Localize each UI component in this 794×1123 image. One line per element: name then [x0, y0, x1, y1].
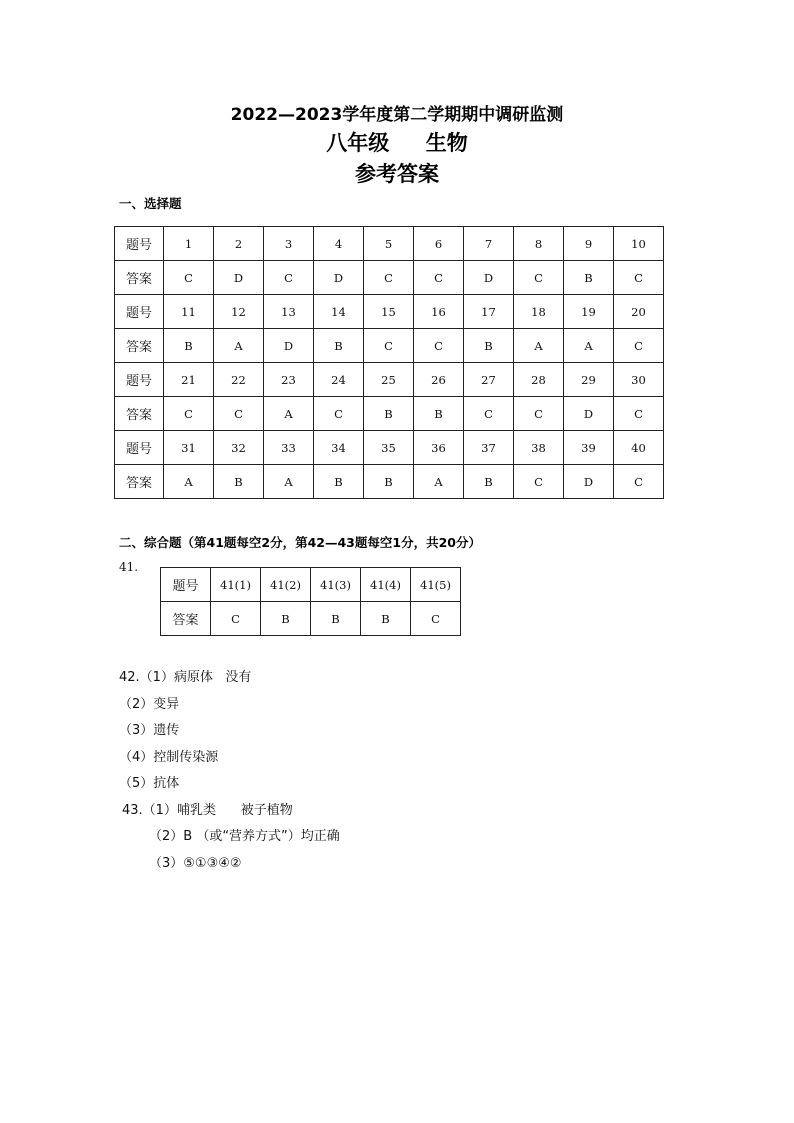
table-cell: C	[411, 602, 461, 636]
table-cell: 33	[264, 431, 314, 465]
table-cell: 1	[164, 227, 214, 261]
document-type: 参考答案	[355, 162, 439, 186]
table-cell: D	[564, 397, 614, 431]
table-cell: 23	[264, 363, 314, 397]
table-cell: 10	[614, 227, 664, 261]
table-row	[115, 431, 664, 465]
table-cell: B	[464, 465, 514, 499]
table-cell: 41(2)	[261, 568, 311, 602]
table-cell: 32	[214, 431, 264, 465]
table-cell: C	[614, 329, 664, 363]
table-cell: 19	[564, 295, 614, 329]
row-label-question: 题号	[161, 568, 211, 602]
table-cell: D	[464, 261, 514, 295]
row-label-answer: 答案	[161, 602, 211, 636]
table-cell: C	[364, 261, 414, 295]
table-cell: 15	[364, 295, 414, 329]
table-cell: B	[311, 602, 361, 636]
table-cell: B	[214, 465, 264, 499]
table-cell: 22	[214, 363, 264, 397]
table-cell: C	[464, 397, 514, 431]
table-cell: B	[464, 329, 514, 363]
table-cell: 36	[414, 431, 464, 465]
table-cell: C	[314, 397, 364, 431]
table-cell: 18	[514, 295, 564, 329]
table-cell: A	[264, 465, 314, 499]
q42-line-5: （5）抗体	[119, 776, 180, 791]
table-cell: 38	[514, 431, 564, 465]
table-cell: 12	[214, 295, 264, 329]
table-cell: 11	[164, 295, 214, 329]
table-cell: 34	[314, 431, 364, 465]
table-cell: 2	[214, 227, 264, 261]
table-cell: 30	[614, 363, 664, 397]
table-cell: C	[514, 465, 564, 499]
table-cell: D	[264, 329, 314, 363]
table-cell: B	[314, 329, 364, 363]
table-row	[115, 397, 664, 431]
table-cell: B	[364, 397, 414, 431]
table-cell: 28	[514, 363, 564, 397]
table-cell: B	[361, 602, 411, 636]
row-label-question: 题号	[115, 227, 164, 261]
table-row	[161, 568, 461, 602]
table-cell: C	[211, 602, 261, 636]
table-row	[115, 261, 664, 295]
table-cell: B	[564, 261, 614, 295]
row-label-answer: 答案	[115, 465, 164, 499]
table-cell: A	[414, 465, 464, 499]
row-label-question: 题号	[115, 363, 164, 397]
table-cell: C	[514, 261, 564, 295]
table-cell: 5	[364, 227, 414, 261]
table-cell: C	[514, 397, 564, 431]
table-cell: 29	[564, 363, 614, 397]
table-cell: A	[214, 329, 264, 363]
table-cell: 21	[164, 363, 214, 397]
table-cell: 35	[364, 431, 414, 465]
table-cell: 39	[564, 431, 614, 465]
table-cell: 7	[464, 227, 514, 261]
table-cell: 16	[414, 295, 464, 329]
table-cell: 41(4)	[361, 568, 411, 602]
table-cell: C	[414, 329, 464, 363]
table-cell: 37	[464, 431, 514, 465]
table-cell: A	[264, 397, 314, 431]
q43-line-3: （3）⑤①③④②	[149, 856, 242, 871]
table-cell: 13	[264, 295, 314, 329]
row-label-question: 题号	[115, 295, 164, 329]
q43-line-1: 43.（1）哺乳类 被子植物	[122, 803, 293, 818]
q42-line-3: （3）遗传	[119, 723, 180, 738]
page-title: 2022—2023学年度第二学期期中调研监测	[230, 105, 564, 125]
table-cell: 40	[614, 431, 664, 465]
table-cell: 41(5)	[411, 568, 461, 602]
grade-subject: 八年级 生物	[326, 131, 468, 155]
table-cell: 24	[314, 363, 364, 397]
table-cell: 25	[364, 363, 414, 397]
table-cell: 31	[164, 431, 214, 465]
table-cell: 6	[414, 227, 464, 261]
table-cell: 41(3)	[311, 568, 361, 602]
row-label-answer: 答案	[115, 397, 164, 431]
table-cell: B	[414, 397, 464, 431]
table-cell: 9	[564, 227, 614, 261]
row-label-question: 题号	[115, 431, 164, 465]
table-cell: 20	[614, 295, 664, 329]
question-41-label: 41.	[119, 560, 139, 574]
table-row	[115, 363, 664, 397]
table-cell: C	[414, 261, 464, 295]
table-row	[115, 295, 664, 329]
table-cell: C	[214, 397, 264, 431]
table-cell: B	[314, 465, 364, 499]
table-cell: C	[364, 329, 414, 363]
table-cell: D	[214, 261, 264, 295]
table-row	[115, 329, 664, 363]
section-heading-multiple-choice: 一、选择题	[119, 196, 182, 211]
table-cell: C	[614, 465, 664, 499]
table-row	[115, 227, 664, 261]
multiple-choice-answer-table	[114, 226, 664, 499]
q42-line-1: 42.（1）病原体 没有	[119, 670, 252, 685]
table-cell: 41(1)	[211, 568, 261, 602]
table-cell: A	[564, 329, 614, 363]
table-row	[161, 602, 461, 636]
table-cell: C	[164, 397, 214, 431]
question-41-answer-table	[160, 567, 461, 636]
table-cell: 17	[464, 295, 514, 329]
table-cell: C	[264, 261, 314, 295]
table-cell: 3	[264, 227, 314, 261]
table-cell: D	[564, 465, 614, 499]
table-cell: C	[614, 261, 664, 295]
table-cell: 26	[414, 363, 464, 397]
table-cell: A	[164, 465, 214, 499]
table-cell: B	[261, 602, 311, 636]
table-cell: C	[164, 261, 214, 295]
table-row	[115, 465, 664, 499]
row-label-answer: 答案	[115, 261, 164, 295]
table-cell: B	[364, 465, 414, 499]
q43-line-2: （2）B （或“营养方式”）均正确	[149, 829, 340, 844]
q42-line-2: （2）变异	[119, 697, 180, 712]
table-cell: 4	[314, 227, 364, 261]
table-cell: C	[614, 397, 664, 431]
table-cell: A	[514, 329, 564, 363]
row-label-answer: 答案	[115, 329, 164, 363]
table-cell: 8	[514, 227, 564, 261]
q42-line-4: （4）控制传染源	[119, 750, 219, 765]
table-cell: D	[314, 261, 364, 295]
section-heading-comprehensive: 二、综合题（第41题每空2分，第42—43题每空1分，共20分）	[119, 535, 481, 550]
table-cell: 27	[464, 363, 514, 397]
table-cell: B	[164, 329, 214, 363]
table-cell: 14	[314, 295, 364, 329]
